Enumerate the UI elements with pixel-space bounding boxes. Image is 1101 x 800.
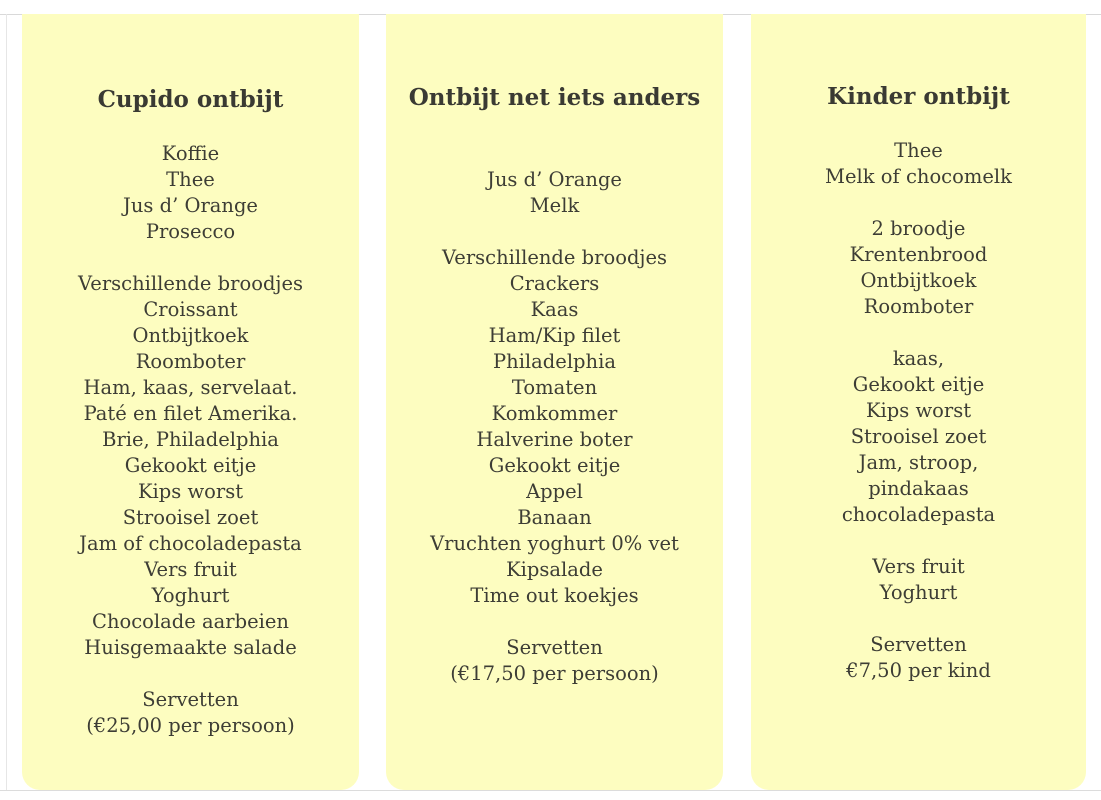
menu-spacer [22,245,359,271]
menu-item: Jus d’ Orange [123,194,258,217]
menu-item: pindakaas [868,477,969,500]
menu-item: Ham, kaas, servelaat. [83,376,298,399]
menu-item: chocoladepasta [841,503,996,526]
menu-item: Paté en filet Amerika. [83,402,298,425]
menu-item: Jam, stroop, [858,451,979,474]
menu-item: 2 broodje [871,217,966,240]
menu-card-cupido [22,14,359,790]
menu-item: Kips worst [137,480,244,503]
menu-item: Kaas [530,298,579,321]
menu-item: Yoghurt [151,584,230,607]
menu-item-list [386,167,723,687]
menu-price: (€17,50 per persoon) [450,662,659,685]
menu-item: Appel [526,480,583,503]
menu-item: Koffie [161,142,220,165]
menu-item: Huisgemaakte salade [84,636,297,659]
menu-item: Chocolade aarbeien [92,610,289,633]
menu-item: Vers fruit [144,558,237,581]
menu-item: Verschillende broodjes [441,246,668,269]
menu-item: Jam of chocoladepasta [79,532,302,555]
menu-spacer [751,190,1086,216]
menu-title: Cupido ontbijt [97,86,284,113]
menu-item: Tomaten [511,376,598,399]
menu-item: Servetten [506,636,603,659]
menu-item: Kips worst [865,399,972,422]
menu-title: Kinder ontbijt [827,83,1010,110]
menu-item: Brie, Philadelphia [102,428,279,451]
menu-item: Vers fruit [872,555,965,578]
menu-item: Banaan [517,506,592,529]
menu-item: Thee [894,139,943,162]
menu-card-net-iets-anders [386,14,723,790]
menu-item: Strooisel zoet [850,425,987,448]
left-border [6,14,7,790]
menu-item: Komkommer [491,402,618,425]
menu-item: kaas, [892,347,945,370]
menu-spacer [22,661,359,687]
menu-spacer [386,219,723,245]
menu-item: Crackers [509,272,600,295]
menu-item: Vruchten yoghurt 0% vet [430,532,679,555]
menu-item: Krentenbrood [849,243,988,266]
menu-item: Verschillende broodjes [77,272,304,295]
menu-item: Halverine boter [476,428,633,451]
menu-spacer [386,609,723,635]
menu-item: Melk of chocomelk [825,165,1012,188]
menu-item: Roomboter [863,295,974,318]
menu-item: Ontbijtkoek [132,324,249,347]
menu-item-list [751,138,1086,684]
menu-item: Gekookt eitje [852,373,985,396]
menu-item: Servetten [870,633,967,656]
menu-spacer [751,320,1086,346]
menu-item: Gekookt eitje [124,454,257,477]
menu-spacer [751,528,1086,554]
menu-item: Croissant [143,298,238,321]
menu-spacer [751,606,1086,632]
menu-item: Servetten [142,688,239,711]
menu-price: (€25,00 per persoon) [86,714,295,737]
menu-item: Yoghurt [879,581,958,604]
menu-price: €7,50 per kind [846,659,991,682]
menu-item: Philadelphia [493,350,616,373]
menu-item: Gekookt eitje [488,454,621,477]
menu-item: Kipsalade [506,558,603,581]
menu-item: Prosecco [145,220,236,243]
menu-item-list [22,141,359,739]
menu-item: Jus d’ Orange [487,168,622,191]
menu-item: Time out koekjes [470,584,639,607]
menu-item: Roomboter [135,350,246,373]
menu-item: Thee [166,168,215,191]
menu-item: Melk [529,194,580,217]
menu-item: Strooisel zoet [122,506,259,529]
menu-item: Ham/Kip filet [488,324,621,347]
menu-title: Ontbijt net iets anders [408,84,701,111]
menu-card-kinder [751,14,1086,790]
menu-item: Ontbijtkoek [860,269,977,292]
bottom-border [0,790,1101,791]
